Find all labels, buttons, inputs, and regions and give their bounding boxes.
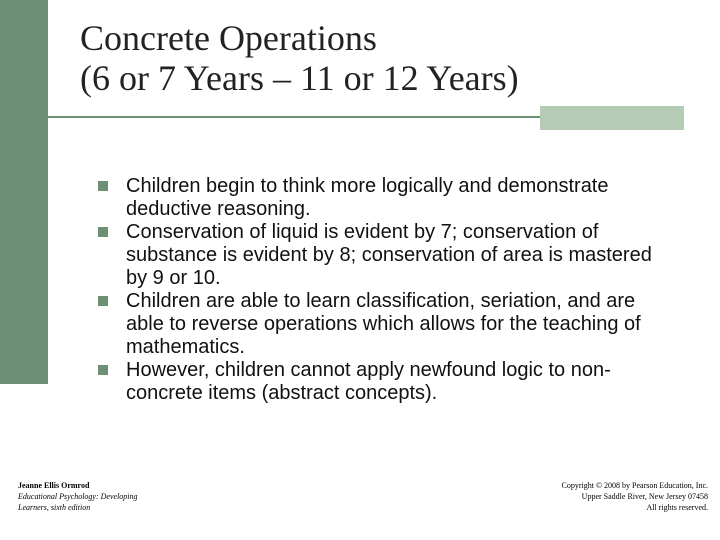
left-accent-bar [0, 0, 48, 384]
footer-book-edition: Learners, sixth edition [18, 503, 91, 512]
square-bullet-icon [98, 296, 108, 306]
left-bar-divider [0, 384, 48, 386]
title-line-2: (6 or 7 Years – 11 or 12 Years) [80, 58, 519, 98]
bullet-list [98, 175, 678, 405]
copyright-line: Copyright © 2008 by Pearson Education, Inc. [561, 481, 708, 490]
bullet-item [98, 359, 678, 405]
copyright-rights: All rights reserved. [646, 503, 708, 512]
footer-book-title: Educational Psychology: Developing [18, 492, 138, 501]
square-bullet-icon [98, 227, 108, 237]
footer-copyright [488, 480, 708, 513]
title-accent-block [540, 106, 684, 130]
bullet-item [98, 221, 678, 290]
title-line-1: Concrete Operations [80, 18, 377, 58]
footer-citation [18, 480, 238, 513]
slide-title [80, 18, 700, 98]
copyright-address: Upper Saddle River, New Jersey 07458 [581, 492, 708, 501]
square-bullet-icon [98, 365, 108, 375]
bullet-text: Conservation of liquid is evident by 7; conservation of substance is evident by 8; conservation of area is mastered by 9 or 10. [126, 221, 652, 289]
footer-author: Jeanne Ellis Ormrod [18, 481, 90, 490]
bullet-text: However, children cannot apply newfound logic to non-concrete items (abstract concepts). [126, 359, 611, 404]
bullet-item [98, 175, 678, 221]
bullet-text: Children begin to think more logically and demonstrate deductive reasoning. [126, 175, 609, 220]
bullet-item [98, 290, 678, 359]
bullet-text: Children are able to learn classification, seriation, and are able to reverse operations which allows for the teaching of mathematics. [126, 290, 641, 358]
square-bullet-icon [98, 181, 108, 191]
